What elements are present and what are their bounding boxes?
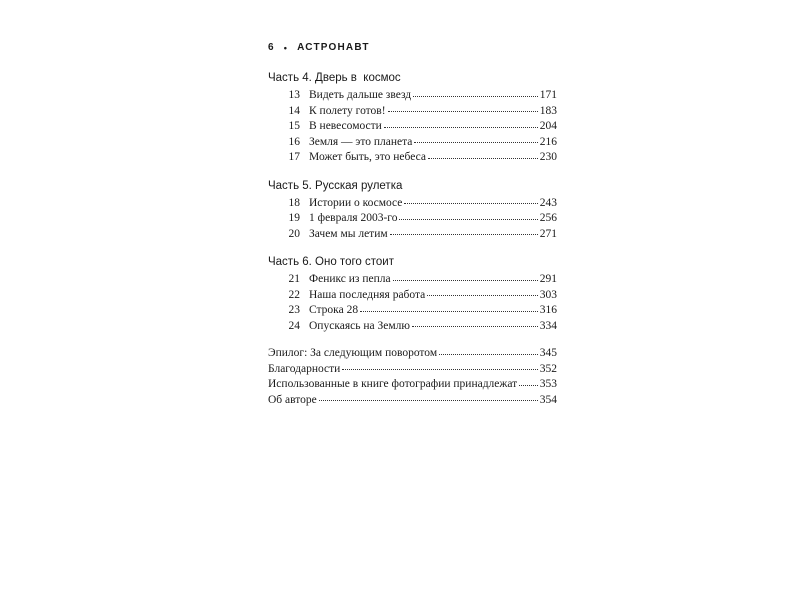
toc-entry-backmatter[interactable] [268,377,557,393]
part-title: Часть 4. Дверь в космос [268,72,401,84]
toc-part [268,70,557,166]
backmatter-title: Эпилог: За следующим поворотом [268,347,438,359]
toc-entry[interactable] [268,303,557,319]
chapter-number: 24 [288,319,300,332]
chapter-page: 291 [539,273,557,285]
leader-dots [388,110,538,112]
toc-entry[interactable] [268,104,557,120]
chapter-title: Может быть, это небеса [309,151,426,163]
chapter-page: 271 [539,227,557,240]
chapter-title: Истории о космосе [309,196,403,209]
chapter-title: К полету готов! [309,104,386,117]
leader-dots [427,294,537,296]
toc-entry[interactable] [268,272,557,288]
book-title: АСТРОНАВТ [297,42,370,53]
toc-entry[interactable] [268,150,557,166]
toc-entry[interactable] [268,135,557,151]
leader-dots [390,233,538,235]
leader-dots [342,368,537,370]
backmatter-page: 345 [539,347,557,359]
chapter-page: 303 [539,288,557,301]
separator-bullet: • [283,42,289,53]
chapter-number: 17 [288,151,300,163]
chapter-number: 14 [288,104,300,117]
toc-entry[interactable] [268,119,557,135]
chapter-page: 334 [539,319,557,332]
backmatter-page: 352 [539,362,557,375]
toc-entry[interactable] [268,211,557,227]
leader-dots [519,384,538,386]
chapter-page: 316 [539,304,557,316]
running-head [268,42,370,53]
leader-dots [413,95,538,97]
chapter-title: 1 февраля 2003-го [309,212,398,224]
chapter-number: 13 [288,89,300,101]
toc-entry[interactable] [268,88,557,104]
leader-dots [428,157,538,159]
chapter-title: Земля — это планета [309,135,413,148]
toc-entry-backmatter[interactable] [268,393,557,409]
chapter-number: 16 [288,135,300,148]
chapter-page: 204 [539,120,557,132]
chapter-page: 230 [539,151,557,163]
toc-part [268,254,557,334]
toc-entry-backmatter[interactable] [268,362,557,378]
chapter-page: 183 [539,104,557,117]
toc-part [268,178,557,243]
chapter-title: Опускаясь на Землю [309,319,410,332]
chapter-title: В невесомости [309,120,382,132]
toc-entry[interactable] [268,196,557,212]
toc-entry[interactable] [268,227,557,243]
part-title: Часть 6. Оно того стоит [268,256,394,268]
leader-dots [439,353,538,355]
backmatter-title: Об авторе [268,393,317,406]
chapter-title: Видеть дальше звезд [309,89,412,101]
page-number: 6 [268,42,275,53]
leader-dots [404,202,537,204]
leader-dots [319,399,538,401]
chapter-title: Феникс из пепла [309,273,391,285]
chapter-title: Строка 28 [309,304,359,316]
toc-entry[interactable] [268,288,557,304]
leader-dots [393,279,538,281]
chapter-number: 23 [288,304,300,316]
chapter-number: 20 [288,227,300,240]
toc-entry[interactable] [268,319,557,335]
table-of-contents [268,70,557,408]
part-title: Часть 5. Русская рулетка [268,179,403,192]
chapter-number: 19 [288,212,300,224]
backmatter-page: 354 [539,393,557,406]
backmatter-title: Благодарности [268,362,341,375]
leader-dots [360,310,538,312]
leader-dots [384,126,538,128]
chapter-number: 21 [288,273,300,285]
chapter-title: Зачем мы летим [309,227,388,240]
toc-entry-backmatter[interactable] [268,346,557,362]
chapter-title: Наша последняя работа [309,288,426,301]
leader-dots [412,325,538,327]
backmatter-page: 353 [539,378,557,390]
chapter-page: 216 [539,135,557,148]
chapter-number: 15 [288,120,300,132]
leader-dots [414,141,537,143]
back-matter [268,346,557,408]
chapter-page: 171 [539,89,557,101]
chapter-page: 256 [539,212,557,224]
chapter-number: 18 [288,196,300,209]
leader-dots [399,218,537,220]
backmatter-title: Использованные в книге фотографии принадлежат [268,378,518,390]
chapter-number: 22 [288,288,300,301]
chapter-page: 243 [539,196,557,209]
